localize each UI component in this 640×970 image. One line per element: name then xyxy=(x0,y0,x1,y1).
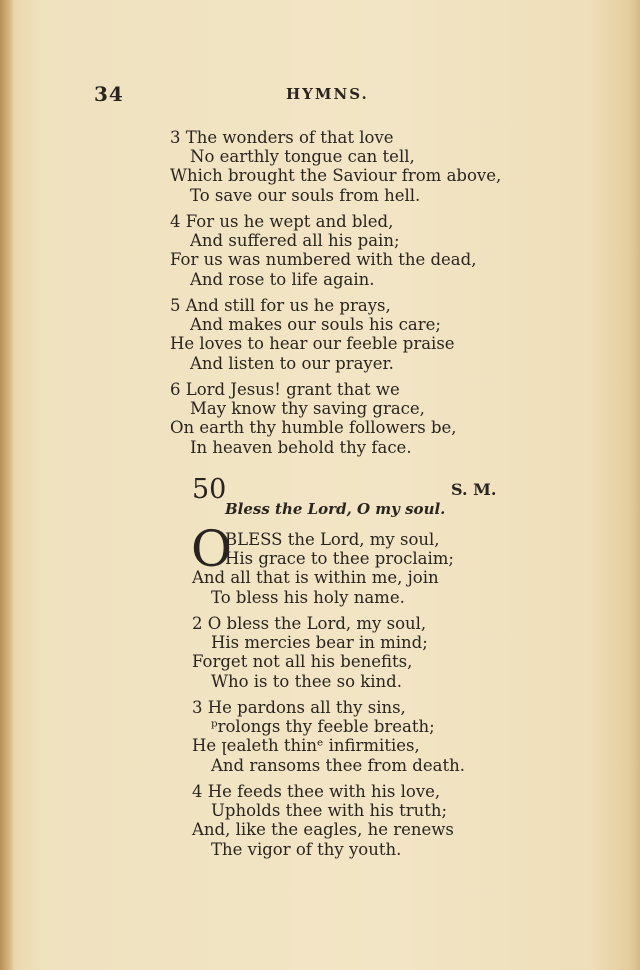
hymn-meter: S. M. xyxy=(451,480,497,499)
verse-line: He ꞁealeth thinᵉ infirmities, xyxy=(192,736,420,755)
verse-line: Upholds thee with his truth; xyxy=(211,801,448,820)
verse-line: Who is to thee so kind. xyxy=(211,672,402,691)
page-edge-shadow xyxy=(630,0,640,970)
verse-line: 6 Lord Jesus! grant that we xyxy=(170,380,400,399)
verse-line: And makes our souls his care; xyxy=(190,315,441,334)
verse-line: To bless his holy name. xyxy=(211,588,405,607)
verse-line: 3 He pardons all thy sins, xyxy=(192,698,406,717)
verse-line: He loves to hear our feeble praise xyxy=(170,334,455,353)
hymn-number: 50 xyxy=(192,474,227,505)
verse-line: BLESS the Lord, my soul, xyxy=(225,530,440,549)
verse-line: And rose to life again. xyxy=(190,270,375,289)
verse-line: And all that is within me, join xyxy=(192,568,439,587)
verse-line: 5 And still for us he prays, xyxy=(170,296,391,315)
verse-line: His mercies bear in mind; xyxy=(211,633,428,652)
verse-line: And ransoms thee from death. xyxy=(211,756,465,775)
running-head: HYMNS. xyxy=(286,85,369,103)
verse-line: And listen to our prayer. xyxy=(190,354,394,373)
verse-line: 4 For us he wept and bled, xyxy=(170,212,394,231)
verse-line: Forget not all his benefits, xyxy=(192,652,413,671)
verse-line: Which brought the Saviour from above, xyxy=(170,166,502,185)
verse-line: And, like the eagles, he renews xyxy=(192,820,454,839)
verse-line: 2 O bless the Lord, my soul, xyxy=(192,614,427,633)
verse-line: His grace to thee proclaim; xyxy=(225,549,454,568)
verse-line: The vigor of thy youth. xyxy=(211,840,402,859)
verse-line: To save our souls from hell. xyxy=(190,186,421,205)
verse-line: For us was numbered with the dead, xyxy=(170,250,477,269)
page-gutter-shadow xyxy=(0,0,14,970)
verse-line: 4 He feeds thee with his love, xyxy=(192,782,441,801)
drop-cap: O xyxy=(191,520,232,578)
verse-line: 3 The wonders of that love xyxy=(170,128,394,147)
verse-line: In heaven behold thy face. xyxy=(190,438,412,457)
verse-line: And suffered all his pain; xyxy=(190,231,400,250)
verse-line: No earthly tongue can tell, xyxy=(190,147,415,166)
page-number: 34 xyxy=(94,82,124,106)
verse-line: On earth thy humble followers be, xyxy=(170,418,457,437)
verse-line: ᵖrolongs thy feeble breath; xyxy=(211,717,435,736)
hymn-subtitle: Bless the Lord, O my soul. xyxy=(225,500,446,518)
verse-line: May know thy saving grace, xyxy=(190,399,425,418)
